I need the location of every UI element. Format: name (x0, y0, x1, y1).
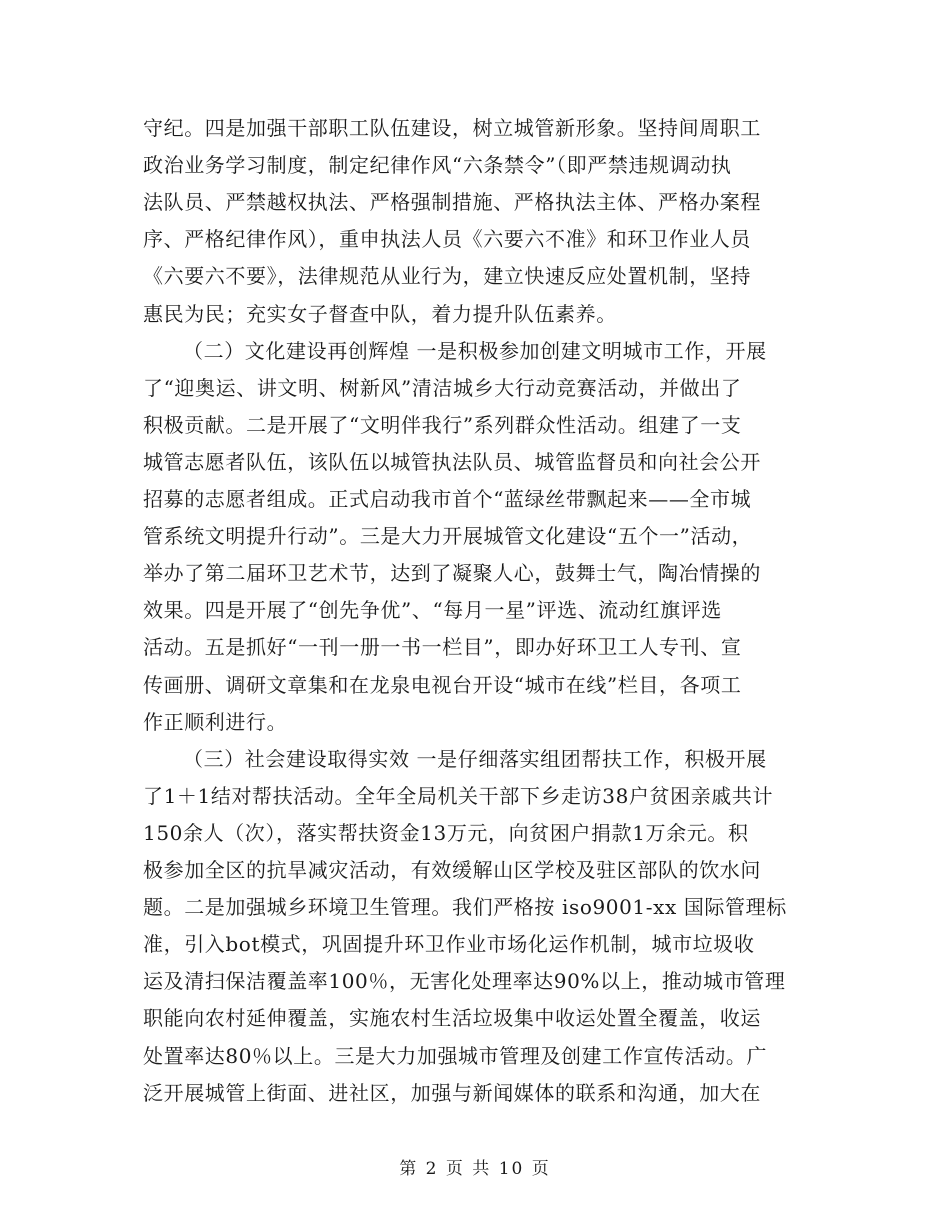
text-line: 积极贡献。二是开展了“文明伴我行”系列群众性活动。组建了一支 (143, 413, 742, 437)
text-line: 极参加全区的抗旱减灾活动，有效缓解山区学校及驻区部队的饮水问 (143, 858, 761, 882)
text-line: 招募的志愿者组成。正式启动我市首个“蓝绿丝带飘起来——全市城 (143, 487, 752, 511)
text-line: 序、严格纪律作风），重申执法人员《六要六不准》和环卫作业人员 (143, 227, 751, 251)
text-line: 《六要六不要》，法律规范从业行为，建立快速反应处置机制，坚持 (143, 264, 751, 288)
text-line: （三）社会建设取得实效 一是仔细落实组团帮扶工作，积极开展 (183, 747, 767, 771)
text-line: （二）文化建设再创辉煌 一是积极参加创建文明城市工作，开展 (183, 339, 767, 363)
text-line: 传画册、调研文章集和在龙泉电视台开设“城市在线”栏目，各项工 (143, 673, 742, 697)
text-line: 了“迎奥运、讲文明、树新风”清洁城乡大行动竞赛活动，并做出了 (143, 376, 742, 400)
text-line: 作正顺利进行。 (143, 710, 288, 734)
text-line: 运及清扫保洁覆盖率100％，无害化处理率达90%以上，推动城市管理 (143, 969, 786, 993)
text-line: 职能向农村延伸覆盖，实施农村生活垃圾集中收运处置全覆盖，收运 (143, 1006, 761, 1030)
text-line: 题。二是加强城乡环境卫生管理。我们严格按 iso9001-xx 国际管理标 (143, 895, 787, 919)
text-line: 惠民为民；充实女子督查中队，着力提升队伍素养。 (143, 302, 617, 326)
page-footer: 第 2 页 共 10 页 (399, 1159, 551, 1179)
text-line: 城管志愿者队伍，该队伍以城管执法队员、城管监督员和向社会公开 (143, 450, 761, 474)
text-line: 准，引入bot模式，巩固提升环卫作业市场化运作机制，城市垃圾收 (143, 932, 755, 956)
text-line: 举办了第二届环卫艺术节，达到了凝聚人心，鼓舞士气，陶冶情操的 (143, 561, 761, 585)
text-line: 效果。四是开展了“创先争优”、“每月一星”评选、流动红旗评选 (143, 598, 722, 622)
text-line: 150余人（次），落实帮扶资金13万元，向贫困户捐款1万余元。积 (143, 821, 749, 845)
text-line: 守纪。四是加强干部职工队伍建设，树立城管新形象。坚持间周职工 (143, 116, 761, 140)
text-line: 管系统文明提升行动”。三是大力开展城管文化建设“五个一”活动， (143, 524, 753, 548)
text-line: 活动。五是抓好“一刊一册一书一栏目”，即办好环卫工人专刊、宣 (143, 635, 742, 659)
text-line: 法队员、严禁越权执法、严格强制措施、严格执法主体、严格办案程 (143, 190, 761, 214)
text-line: 政治业务学习制度，制定纪律作风“六条禁令”（即严禁违规调动执 (143, 153, 732, 177)
text-line: 处置率达80％以上。三是大力加强城市管理及创建工作宣传活动。广 (143, 1044, 768, 1068)
text-line: 了1＋1结对帮扶活动。全年全局机关干部下乡走访38户贫困亲戚共计 (143, 784, 774, 808)
text-line: 泛开展城管上街面、进社区，加强与新闻媒体的联系和沟通，加大在 (143, 1081, 761, 1105)
